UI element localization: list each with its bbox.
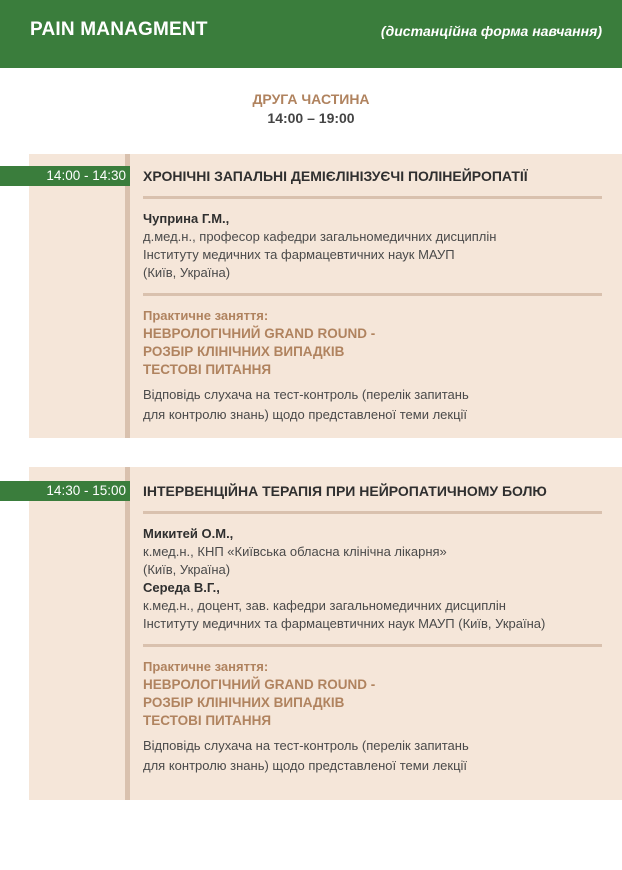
speaker-location: (Київ, Україна) (143, 562, 231, 577)
speaker-affiliation: к.мед.н., доцент, зав. кафедри загальномедичних дисциплін (143, 598, 506, 613)
speaker-affiliation: д.мед.н., професор кафедри загальномедичних дисциплін (143, 229, 497, 244)
speaker (143, 579, 613, 633)
practice-label: Практичне заняття: (143, 659, 269, 674)
timeline-line (125, 467, 130, 800)
practice-title-line: РОЗБІР КЛІНІЧНИХ ВИПАДКІВ (143, 695, 345, 710)
course-title: PAIN MANAGMENT (30, 19, 208, 40)
practice-description-line: Відповідь слухача на тест-контроль (перелік запитань (143, 387, 469, 402)
course-format: (дистанційна форма навчання) (380, 23, 602, 39)
divider (143, 511, 602, 514)
part-title: ДРУГА ЧАСТИНА (252, 91, 370, 107)
practice-title-line: ТЕСТОВІ ПИТАННЯ (143, 713, 272, 728)
part-time: 14:00 – 19:00 (267, 110, 355, 126)
practice-description (143, 385, 613, 425)
practice-description-line: Відповідь слухача на тест-контроль (перелік запитань (143, 738, 469, 753)
divider (143, 644, 602, 647)
page-header (0, 0, 622, 68)
speaker-name: Микитей О.М., (143, 526, 234, 541)
practice-section (143, 307, 613, 425)
speaker-list (143, 525, 613, 633)
session-time-badge: 14:00 - 14:30 (0, 166, 130, 186)
session-content (143, 166, 613, 425)
practice-title-line: ТЕСТОВІ ПИТАННЯ (143, 362, 272, 377)
speaker-list (143, 210, 613, 282)
session-topic: ІНТЕРВЕНЦІЙНА ТЕРАПІЯ ПРИ НЕЙРОПАТИЧНОМУ БОЛЮ (143, 483, 547, 499)
practice-description (143, 736, 613, 776)
speaker-name: Середа В.Г., (143, 580, 220, 595)
speaker-location: (Київ, Україна) (143, 265, 231, 280)
practice-section (143, 658, 613, 776)
divider (143, 196, 602, 199)
practice-title-line: НЕВРОЛОГІЧНИЙ GRAND ROUND - (143, 326, 376, 341)
part-heading (0, 90, 622, 128)
divider (143, 293, 602, 296)
practice-label: Практичне заняття: (143, 308, 269, 323)
session-time-badge: 14:30 - 15:00 (0, 481, 130, 501)
speaker-name: Чуприна Г.М., (143, 211, 230, 226)
practice-title-line: НЕВРОЛОГІЧНИЙ GRAND ROUND - (143, 677, 376, 692)
session-content (143, 481, 613, 776)
session-topic: ХРОНІЧНІ ЗАПАЛЬНІ ДЕМІЄЛІНІЗУЄЧІ ПОЛІНЕЙРОПАТІЇ (143, 168, 528, 184)
speaker-affiliation: Інституту медичних та фармацевтичних наук МАУП (Київ, Україна) (143, 616, 546, 631)
practice-title-line: РОЗБІР КЛІНІЧНИХ ВИПАДКІВ (143, 344, 345, 359)
speaker (143, 525, 613, 579)
speaker-affiliation: к.мед.н., КНП «Київська обласна клінічна лікарня» (143, 544, 447, 559)
practice-description-line: для контролю знань) щодо представленої теми лекції (143, 758, 468, 773)
speaker (143, 210, 613, 282)
speaker-affiliation: Інституту медичних та фармацевтичних наук МАУП (143, 247, 455, 262)
timeline-line (125, 154, 130, 438)
practice-description-line: для контролю знань) щодо представленої теми лекції (143, 407, 468, 422)
